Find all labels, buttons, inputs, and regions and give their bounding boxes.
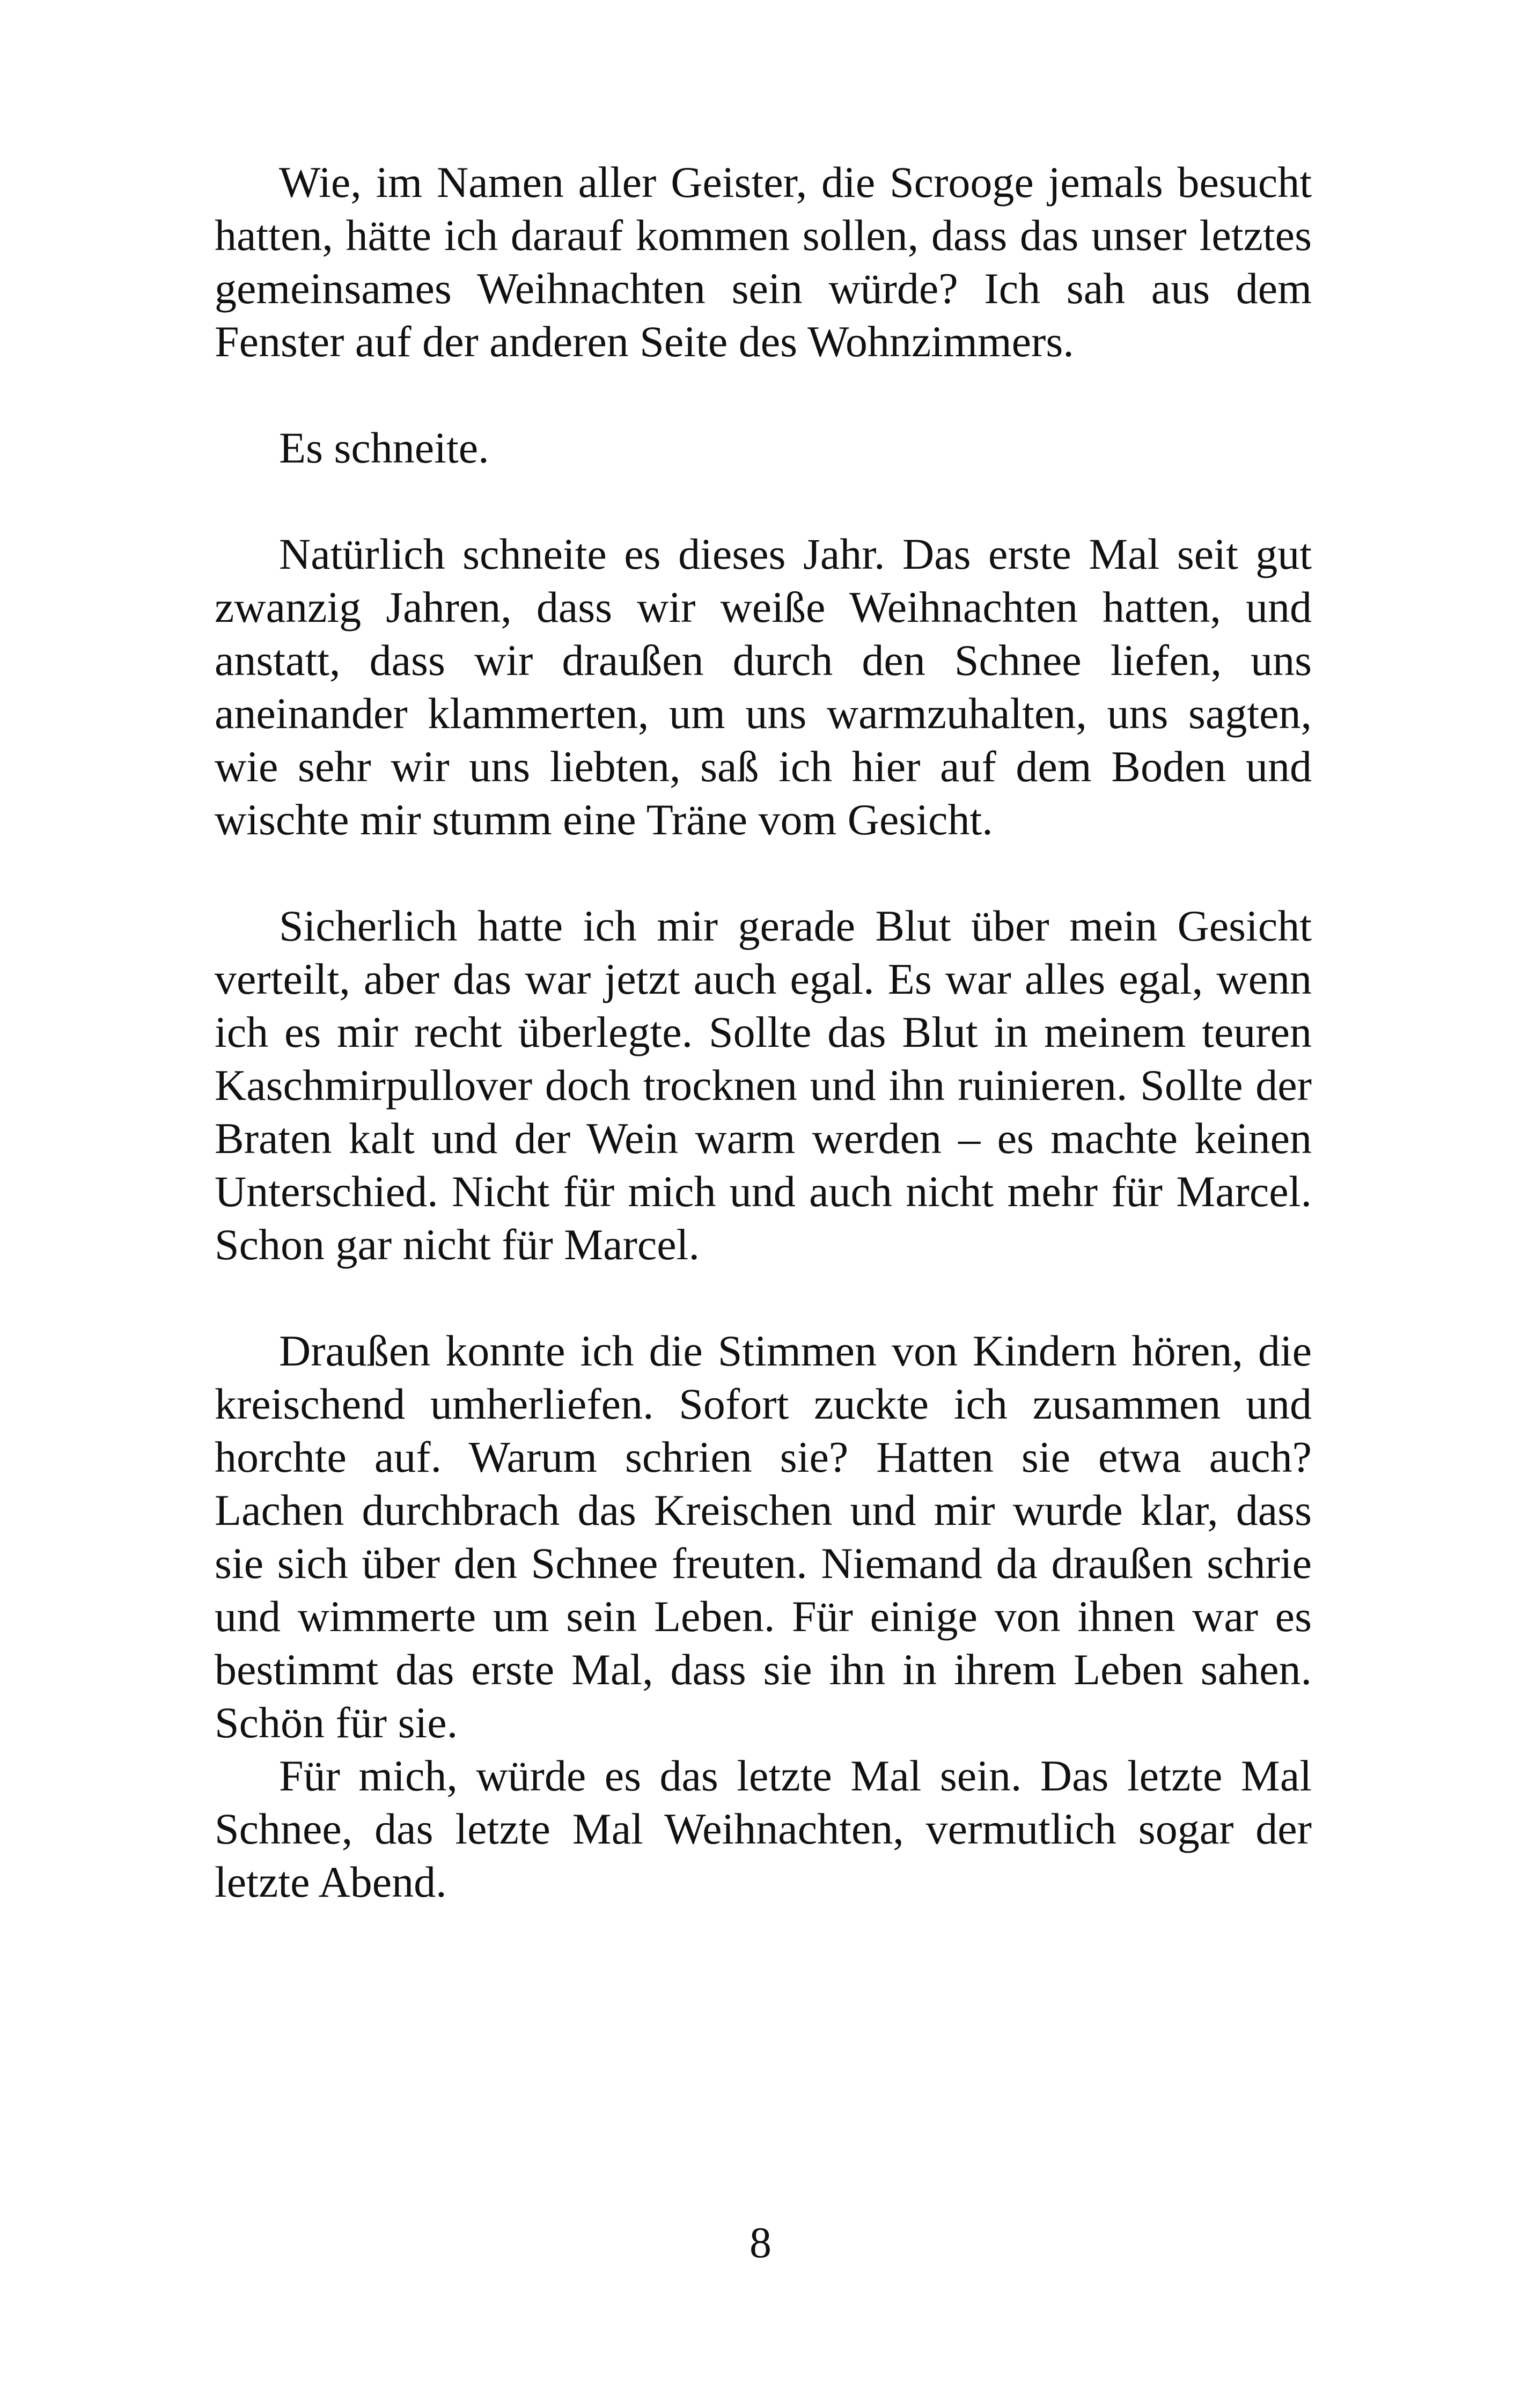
paragraph: Sicherlich hatte ich mir gerade Blut über mein Gesicht verteilt, aber das war jetzt auch egal. Es war alles egal, wenn ich es mir recht überlegte. Sollte das Blut in meinem teuren Kaschmirpullover doch trocknen und ihn ruinieren. Sollte der Braten kalt und der Wein warm werden – es machte keinen Unterschied. Nicht für mich und auch nicht mehr für Marcel. Schon gar nicht für Marcel. <box>215 901 1312 1269</box>
paragraph: Natürlich schneite es dieses Jahr. Das erste Mal seit gut zwanzig Jahren, dass wir weiße Weihnachten hatten, und anstatt, dass wir draußen durch den Schnee liefen, uns aneinander klammerten, um uns warmzuhalten, uns sagten, wie sehr wir uns liebten, saß ich hier auf dem Boden und wischte mir stumm eine Träne vom Gesicht. <box>215 530 1312 844</box>
body-text <box>215 156 1312 1908</box>
paragraph: Draußen konnte ich die Stimmen von Kindern hören, die kreischend umherliefen. Sofort zuckte ich zusammen und horchte auf. Warum schrien sie? Hatten sie etwa auch? Lachen durchbrach das Kreischen und mir wurde klar, dass sie sich über den Schnee freuten. Niemand da draußen schrie und wimmerte um sein Leben. Für einige von ihnen war es bestimmt das erste Mal, dass sie ihn in ihrem Leben sahen. Schön für sie. <box>215 1326 1312 1747</box>
paragraph: Es schneite. <box>279 423 489 472</box>
page-number: 8 <box>750 2218 771 2267</box>
paragraph: Wie, im Namen aller Geister, die Scrooge jemals besucht hatten, hätte ich darauf kommen sollen, dass das unser letztes gemeinsames Weihnachten sein würde? Ich sah aus dem Fenster auf der anderen Seite des Wohnzimmers. <box>215 158 1312 366</box>
paragraph: Für mich, würde es das letzte Mal sein. Das letzte Mal Schnee, das letzte Mal Weihnachten, vermutlich sogar der letzte Abend. <box>215 1751 1312 1906</box>
